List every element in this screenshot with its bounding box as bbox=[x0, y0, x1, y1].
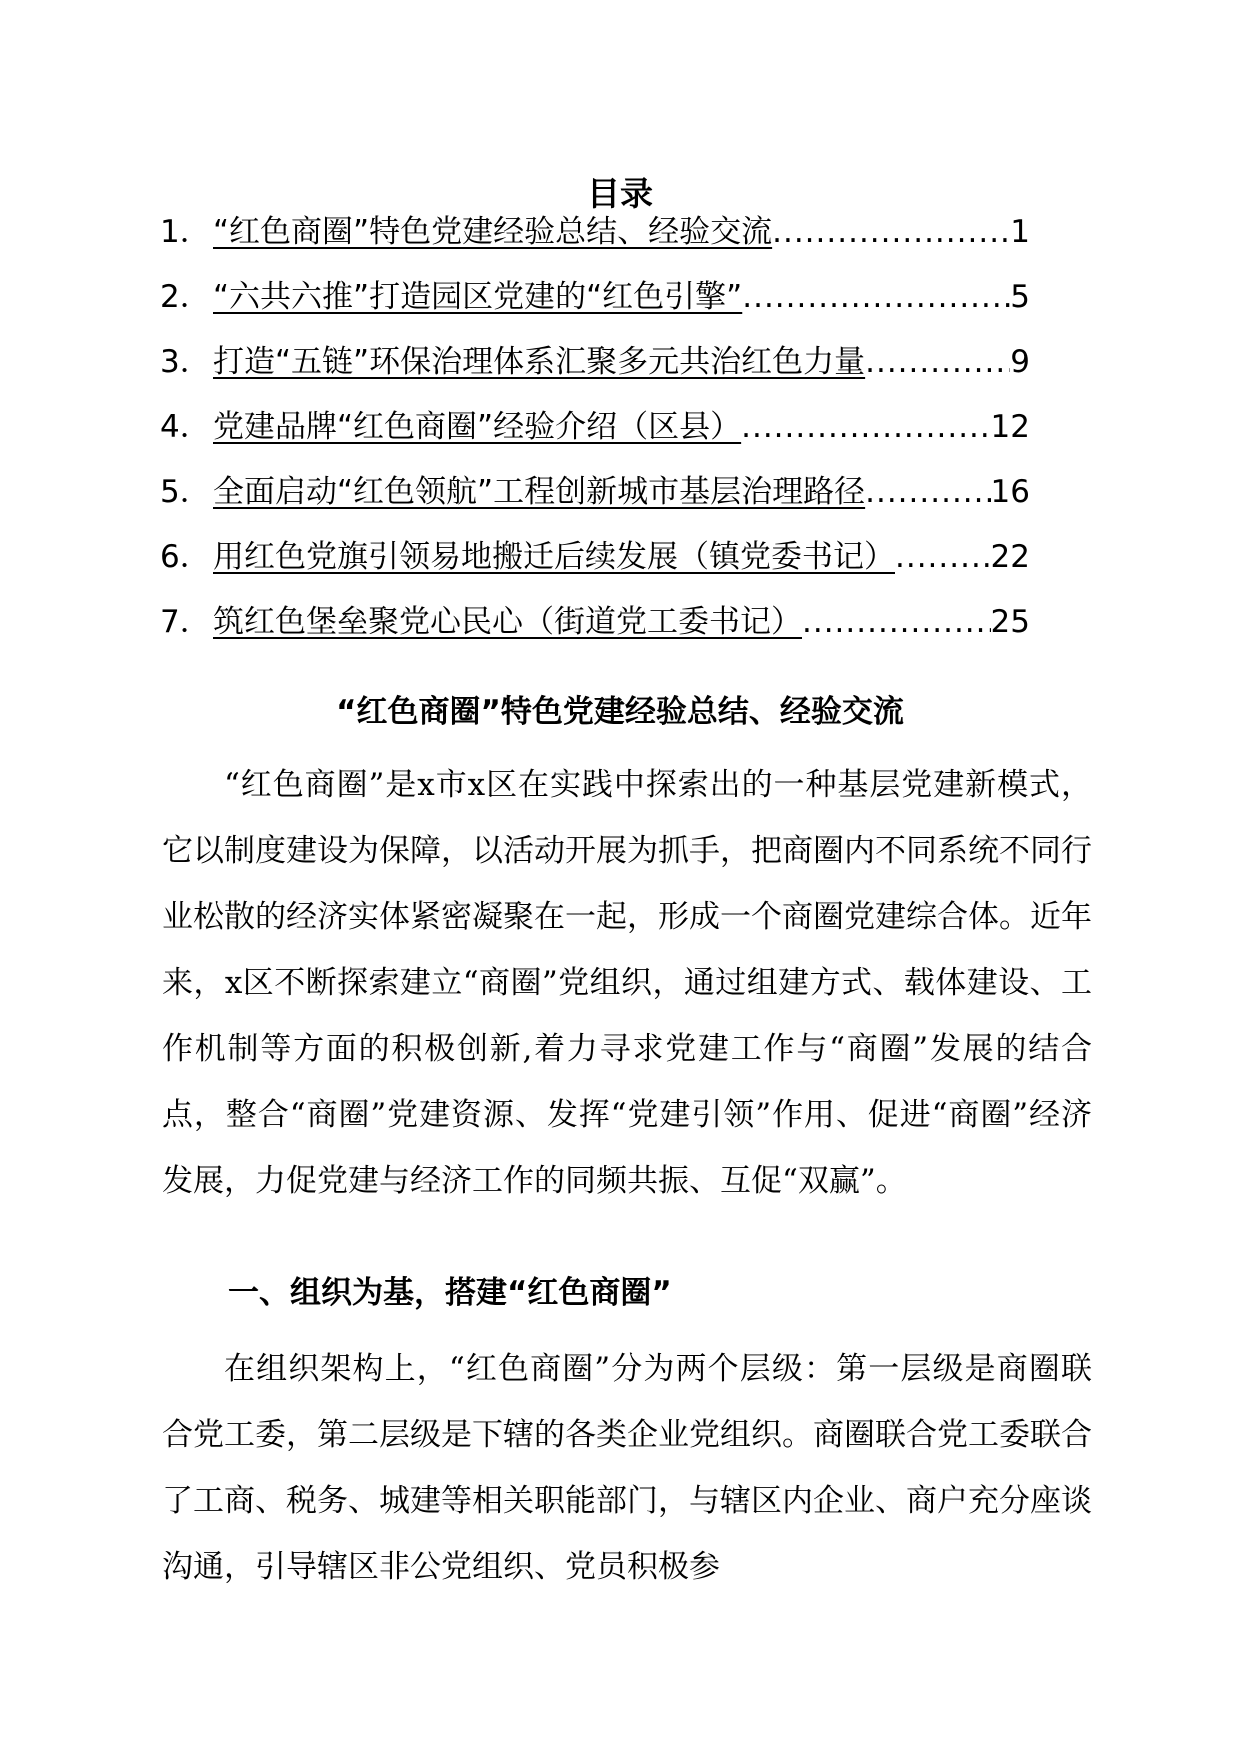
article-title: “红色商圈”特色党建经验总结、经验交流 bbox=[336, 694, 904, 730]
toc-entry[interactable] bbox=[160, 272, 1030, 337]
toc-entry-number: 5． bbox=[160, 474, 211, 510]
toc-dot-leader bbox=[802, 597, 991, 647]
toc-entry-link[interactable]: 筑红色堡垒聚党心民心（街道党工委书记） bbox=[213, 604, 802, 640]
toc-dot-leader bbox=[895, 532, 991, 582]
toc-dot-leader bbox=[741, 402, 990, 452]
toc-entry[interactable] bbox=[160, 467, 1030, 532]
toc-entry-page: 9 bbox=[1010, 344, 1030, 380]
toc-entry-page: 25 bbox=[990, 604, 1030, 640]
toc-entry-page: 5 bbox=[1010, 279, 1030, 315]
toc-entry-page: 1 bbox=[1010, 214, 1030, 250]
toc-title: 目录 bbox=[587, 174, 653, 213]
toc-entry-link[interactable]: “六共六推”打造园区党建的“红色引擎” bbox=[213, 279, 743, 315]
toc-entry-number: 7． bbox=[160, 604, 211, 640]
toc-dot-leader bbox=[742, 272, 1010, 322]
toc-entry-link[interactable]: 党建品牌“红色商圈”经验介绍（区县） bbox=[213, 409, 742, 445]
toc-entry-page: 22 bbox=[990, 539, 1030, 575]
toc-entry-link[interactable]: “红色商圈”特色党建经验总结、经验交流 bbox=[213, 214, 773, 250]
toc-entry-number: 6． bbox=[160, 539, 211, 575]
intro-paragraph bbox=[162, 752, 1092, 1214]
toc-dot-leader bbox=[865, 337, 1010, 387]
toc-entry-page: 12 bbox=[990, 409, 1030, 445]
paragraph-text: “红色商圈”是x市x区在实践中探索出的一种基层党建新模式，它以制度建设为保障，以活动开展为抓手，把商圈内不同系统不同行业松散的经济实体紧密凝聚在一起，形成一个商圈党建综合体。近年来，x区不断探索建立“商圈”党组织，通过组建方式、载体建设、工作机制等方面的积极创新,着力寻求党建工作与“商圈”发展的结合点，整合“商圈”党建资源、发挥“党建引领”作用、促进“商圈”经济发展，力促党建与经济工作的同频共振、互促“双赢”。 bbox=[162, 767, 1092, 1199]
toc-entry-number: 3． bbox=[160, 344, 211, 380]
toc-entry-number: 2． bbox=[160, 279, 211, 315]
toc-entry[interactable] bbox=[160, 597, 1030, 662]
toc-entry[interactable] bbox=[160, 207, 1030, 272]
toc-entry[interactable] bbox=[160, 532, 1030, 597]
toc-entry-number: 4． bbox=[160, 409, 211, 445]
table-of-contents bbox=[160, 207, 1030, 662]
section-heading: 一、组织为基，搭建“红色商圈” bbox=[228, 1275, 672, 1311]
toc-entry-link[interactable]: 全面启动“红色领航”工程创新城市基层治理路径 bbox=[213, 474, 866, 510]
toc-entry[interactable] bbox=[160, 337, 1030, 402]
toc-entry-number: 1． bbox=[160, 214, 211, 250]
section-paragraph bbox=[162, 1336, 1092, 1600]
toc-entry-link[interactable]: 打造“五链”环保治理体系汇聚多元共治红色力量 bbox=[213, 344, 866, 380]
paragraph-text: 在组织架构上，“红色商圈”分为两个层级：第一层级是商圈联合党工委，第二层级是下辖的各类企业党组织。商圈联合党工委联合了工商、税务、城建等相关职能部门，与辖区内企业、商户充分座谈沟通，引导辖区非公党组织、党员积极参 bbox=[162, 1351, 1092, 1585]
toc-entry-link[interactable]: 用红色党旗引领易地搬迁后续发展（镇党委书记） bbox=[213, 539, 895, 575]
toc-entry[interactable] bbox=[160, 402, 1030, 467]
toc-dot-leader bbox=[772, 207, 1010, 257]
toc-entry-page: 16 bbox=[990, 474, 1030, 510]
toc-dot-leader bbox=[865, 467, 990, 517]
